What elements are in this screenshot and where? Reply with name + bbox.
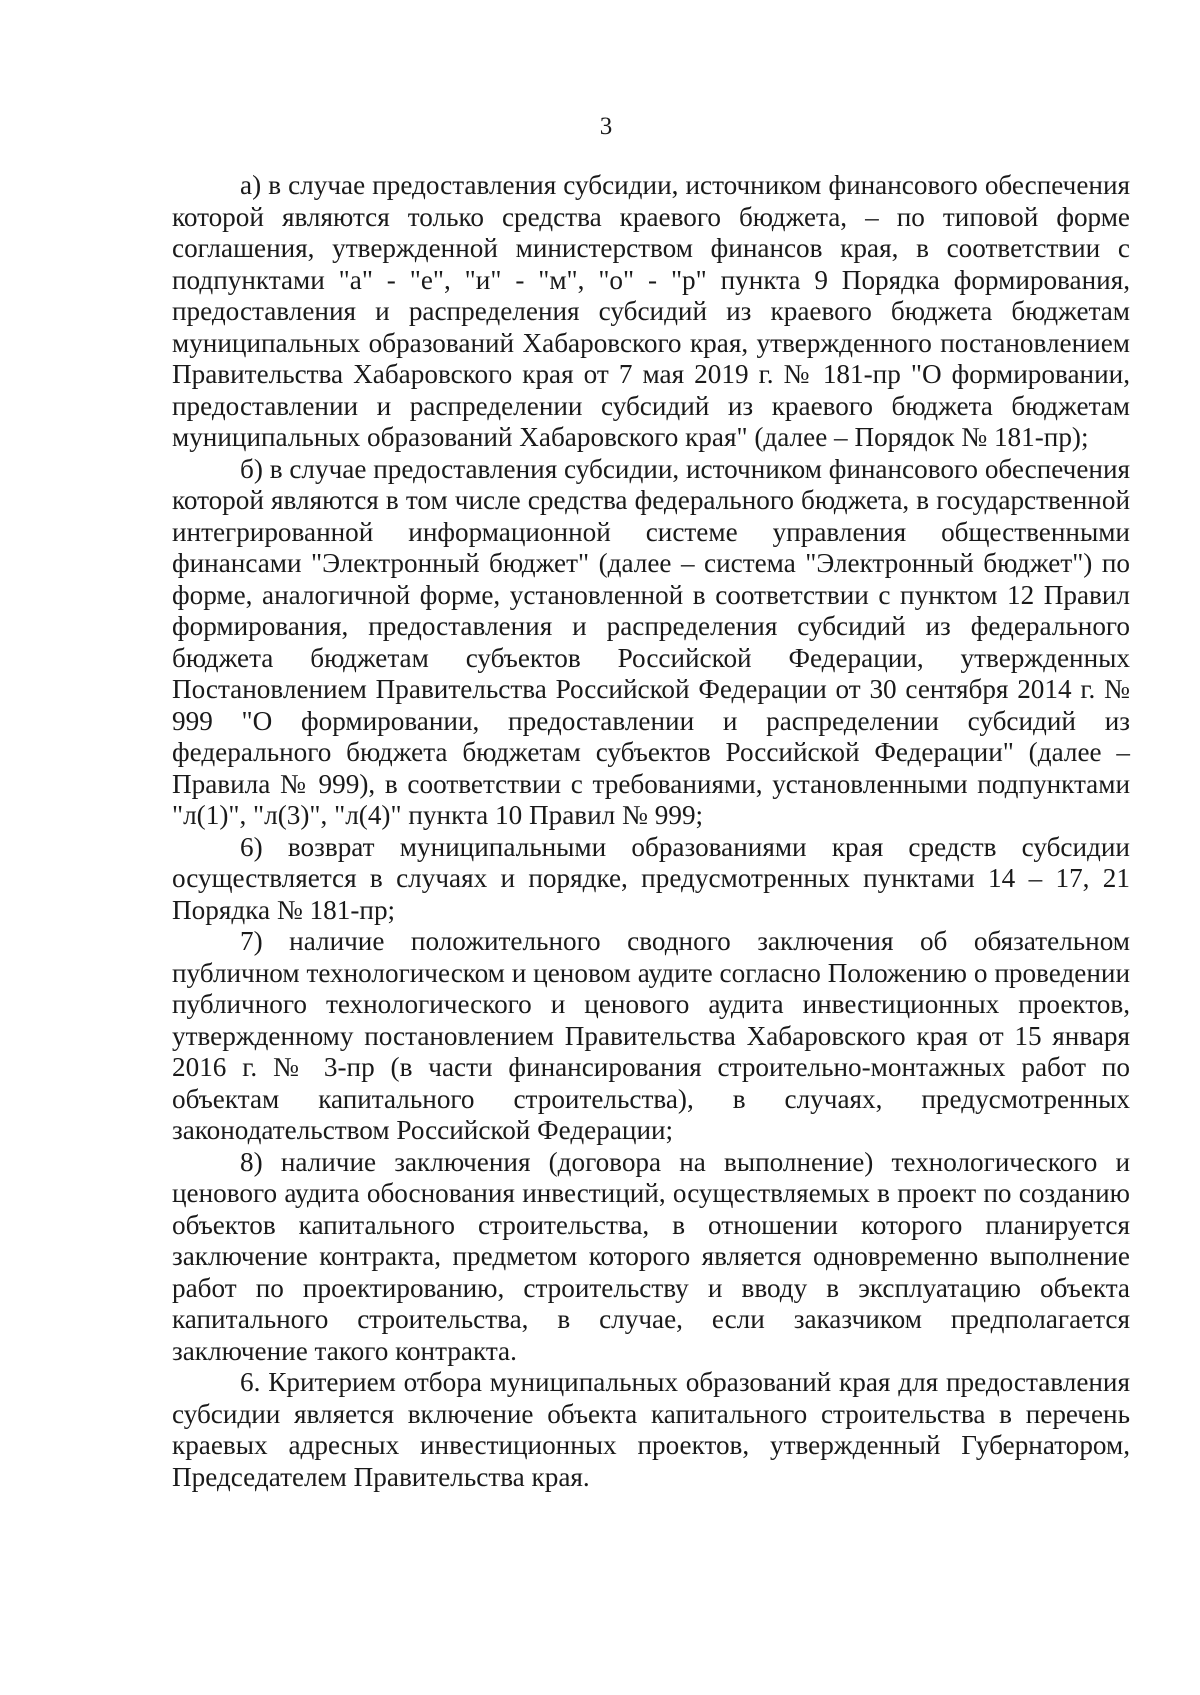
document-body xyxy=(172,170,1130,1493)
page-number: 3 xyxy=(599,113,613,140)
paragraph-section-6-criterion: 6. Критерием отбора муниципальных образований края для предоставления субсидии является включение объекта капитального строительства в перечень краевых адресных инвестиционных проектов, утвержденный Губернатором, Председателем Правительства края. xyxy=(172,1367,1130,1492)
paragraph-item-7-audit: 7) наличие положительного сводного заключения об обязательном публичном технологическом и ценовом аудите согласно Положению о проведении публичного технологического и ценового аудита инвестиционных проектов, утвержденному постановлением Правительства Хабаровского края от 15 января 2016 г. № 3-пр (в части финансирования строительно-монтажных работ по объектам капитального строительства), в случаях, предусмотренных законодательством Российской Федерации; xyxy=(172,926,1130,1145)
paragraph-item-6-return: 6) возврат муниципальными образованиями края средств субсидии осуществляется в случаях и порядке, предусмотренных пунктами 14 – 17, 21 Порядка № 181-пр; xyxy=(172,831,1130,925)
paragraph-subitem-a: а) в случае предоставления субсидии, источником финансового обеспечения которой являются только средства краевого бюджета, – по типовой форме соглашения, утвержденной министерством финансов края, в соответствии с подпунктами "а" - "е", "и" - "м", "о" - "р" пункта 9 Порядка формирования, предоставления и распределения субсидий из краевого бюджета бюджетам муниципальных образований Хабаровского края, утвержденного постановлением Правительства Хабаровского края от 7 мая 2019 г. № 181-пр "О формировании, предоставлении и распределении субсидий из краевого бюджета бюджетам муниципальных образований Хабаровского края" (далее – Порядок № 181-пр); xyxy=(172,170,1130,452)
paragraph-subitem-b: б) в случае предоставления субсидии, источником финансового обеспечения которой являются в том числе средства федерального бюджета, в государственной интегрированной информационной системе управления общественными финансами "Электронный бюджет" (далее – система "Электронный бюджет") по форме, аналогичной форме, установленной в соответствии с пунктом 12 Правил формирования, предоставления и распределения субсидий из федерального бюджета бюджетам субъектов Российской Федерации, утвержденных Постановлением Правительства Российской Федерации от 30 сентября 2014 г. № 999 "О формировании, предоставлении и распределении субсидий из федерального бюджета бюджетам субъектов Российской Федерации" (далее – Правила № 999), в соответствии с требованиями, установленными подпунктами "л(1)", "л(3)", "л(4)" пункта 10 Правил № 999; xyxy=(172,453,1130,830)
paragraph-item-8-contract: 8) наличие заключения (договора на выполнение) технологического и ценового аудита обоснования инвестиций, осуществляемых в проект по созданию объектов капитального строительства, в отношении которого планируется заключение контракта, предметом которого является одновременно выполнение работ по проектированию, строительству и вводу в эксплуатацию объекта капитального строительства, в случае, если заказчиком предполагается заключение такого контракта. xyxy=(172,1146,1130,1366)
